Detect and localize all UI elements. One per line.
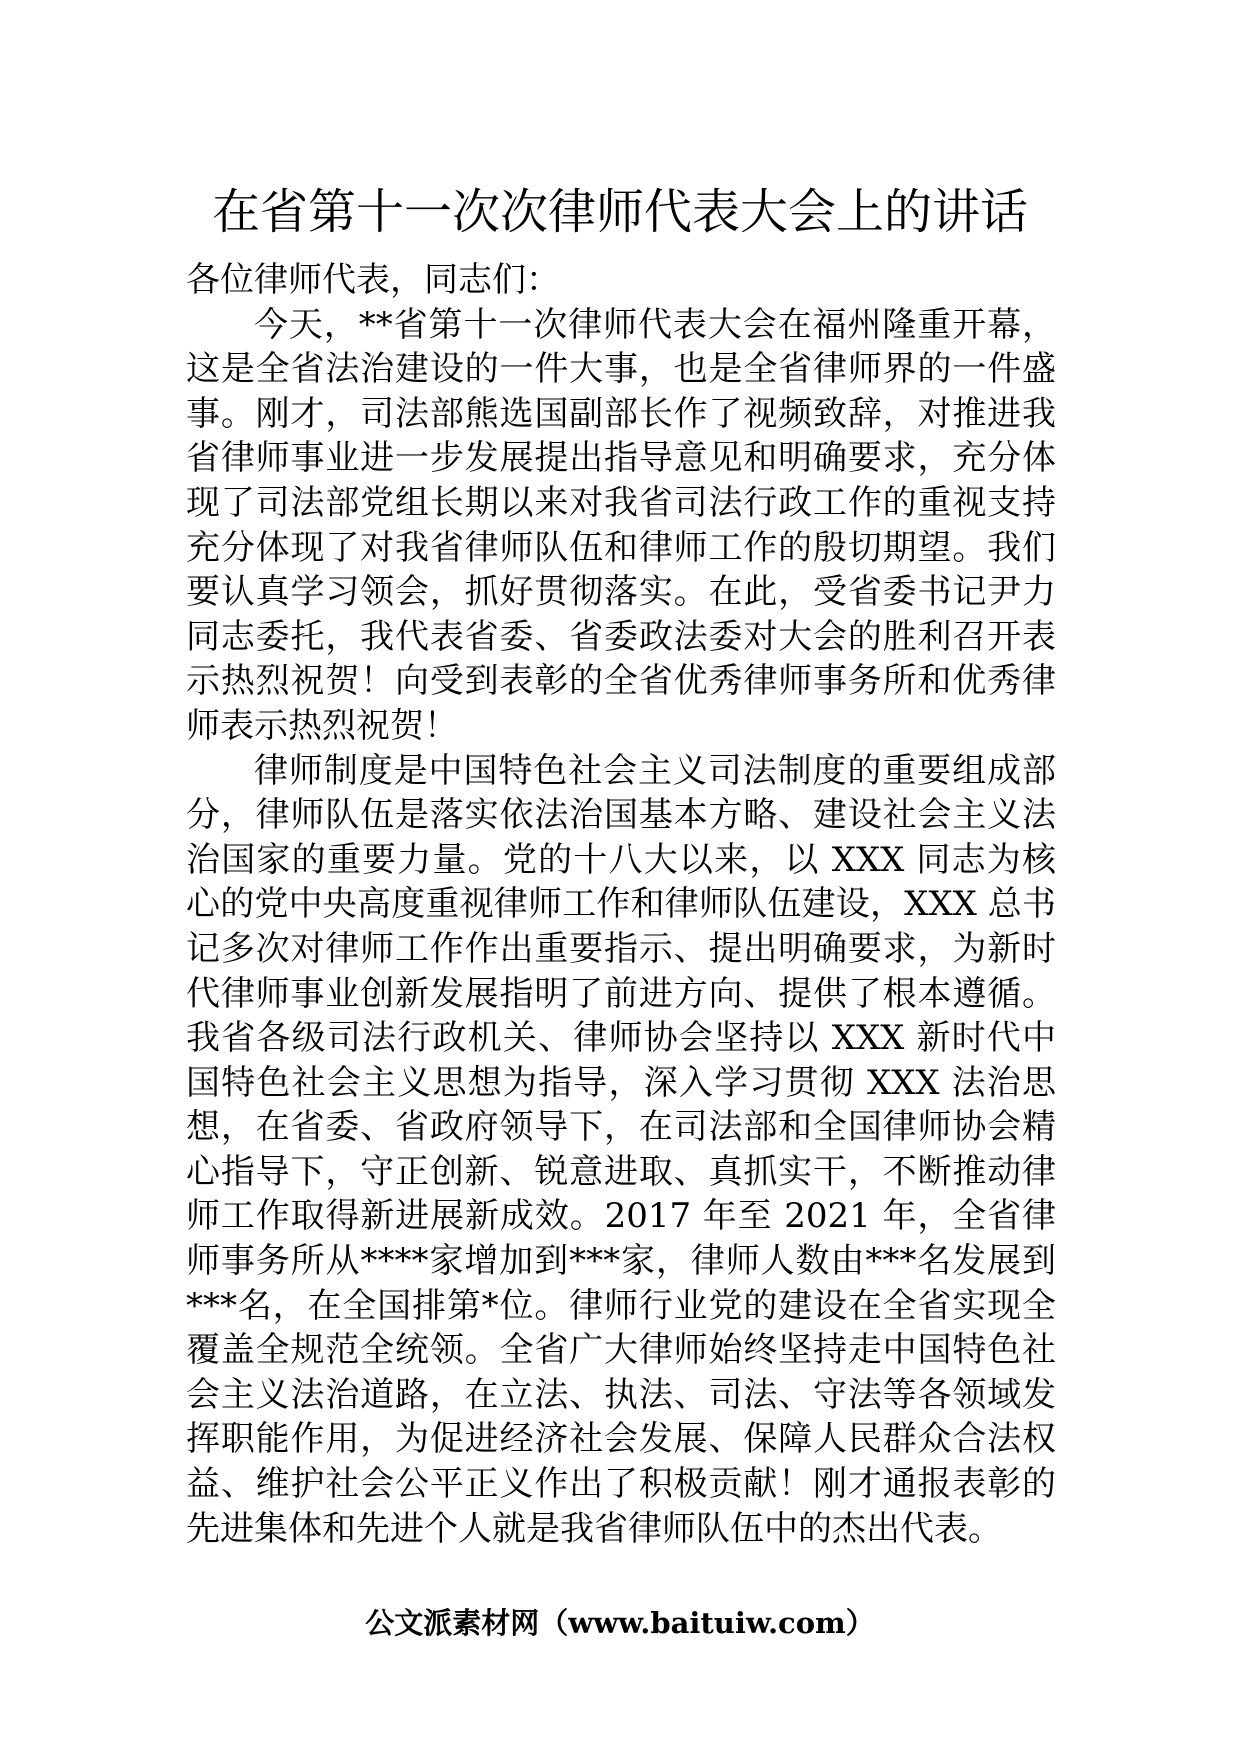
- paragraph-2: 律师制度是中国特色社会主义司法制度的重要组成部分，律师队伍是落实依法治国基本方略、建设社会主义法治国家的重要力量。党的十八大以来，以 XXX 同志为核心的党中央高度重视律师工作和律师队伍建设，XXX 总书记多次对律师工作作出重要指示、提出明确要求，为新时代律师事业创新发展指明了前进方向、提供了根本遵循。我省各级司法行政机关、律师协会坚持以 XXX 新时代中国特色社会主义思想为指导，深入学习贯彻 XXX 法治思想，在省委、省政府领导下，在司法部和全国律师协会精心指导下，守正创新、锐意进取、真抓实干，不断推动律师工作取得新进展新成效。2017 年至 2021 年，全省律师事务所从****家增加到***家，律师人数由***名发展到***名，在全国排第*位。律师行业党的建设在全省实现全覆盖全规范全统领。全省广大律师始终坚持走中国特色社会主义法治道路，在立法、执法、司法、守法等各领域发挥职能作用，为促进经济社会发展、保障人民群众合法权益、维护社会公平正义作出了积极贡献！刚才通报表彰的先进集体和先进个人就是我省律师队伍中的杰出代表。: [186, 750, 1056, 1549]
- document-title: 在省第十一次次律师代表大会上的讲话: [211, 184, 1028, 240]
- paragraph-1: 今天，**省第十一次律师代表大会在福州隆重开幕，这是全省法治建设的一件大事，也是全省律师界的一件盛事。刚才，司法部熊选国副部长作了视频致辞，对推进我省律师事业进一步发展提出指导意见和明确要求，充分体现了司法部党组长期以来对我省司法行政工作的重视支持充分体现了对我省律师队伍和律师工作的殷切期望。我们要认真学习领会，抓好贯彻落实。在此，受省委书记尹力同志委托，我代表省委、省委政法委对大会的胜利召开表示热烈祝贺！向受到表彰的全省优秀律师事务所和优秀律师表示热烈祝贺！: [186, 304, 1056, 746]
- salutation: 各位律师代表，同志们：: [186, 260, 560, 300]
- footer-source: 公文派素材网（www.baituiw.com）: [365, 1606, 875, 1640]
- document-body: [186, 258, 1056, 1551]
